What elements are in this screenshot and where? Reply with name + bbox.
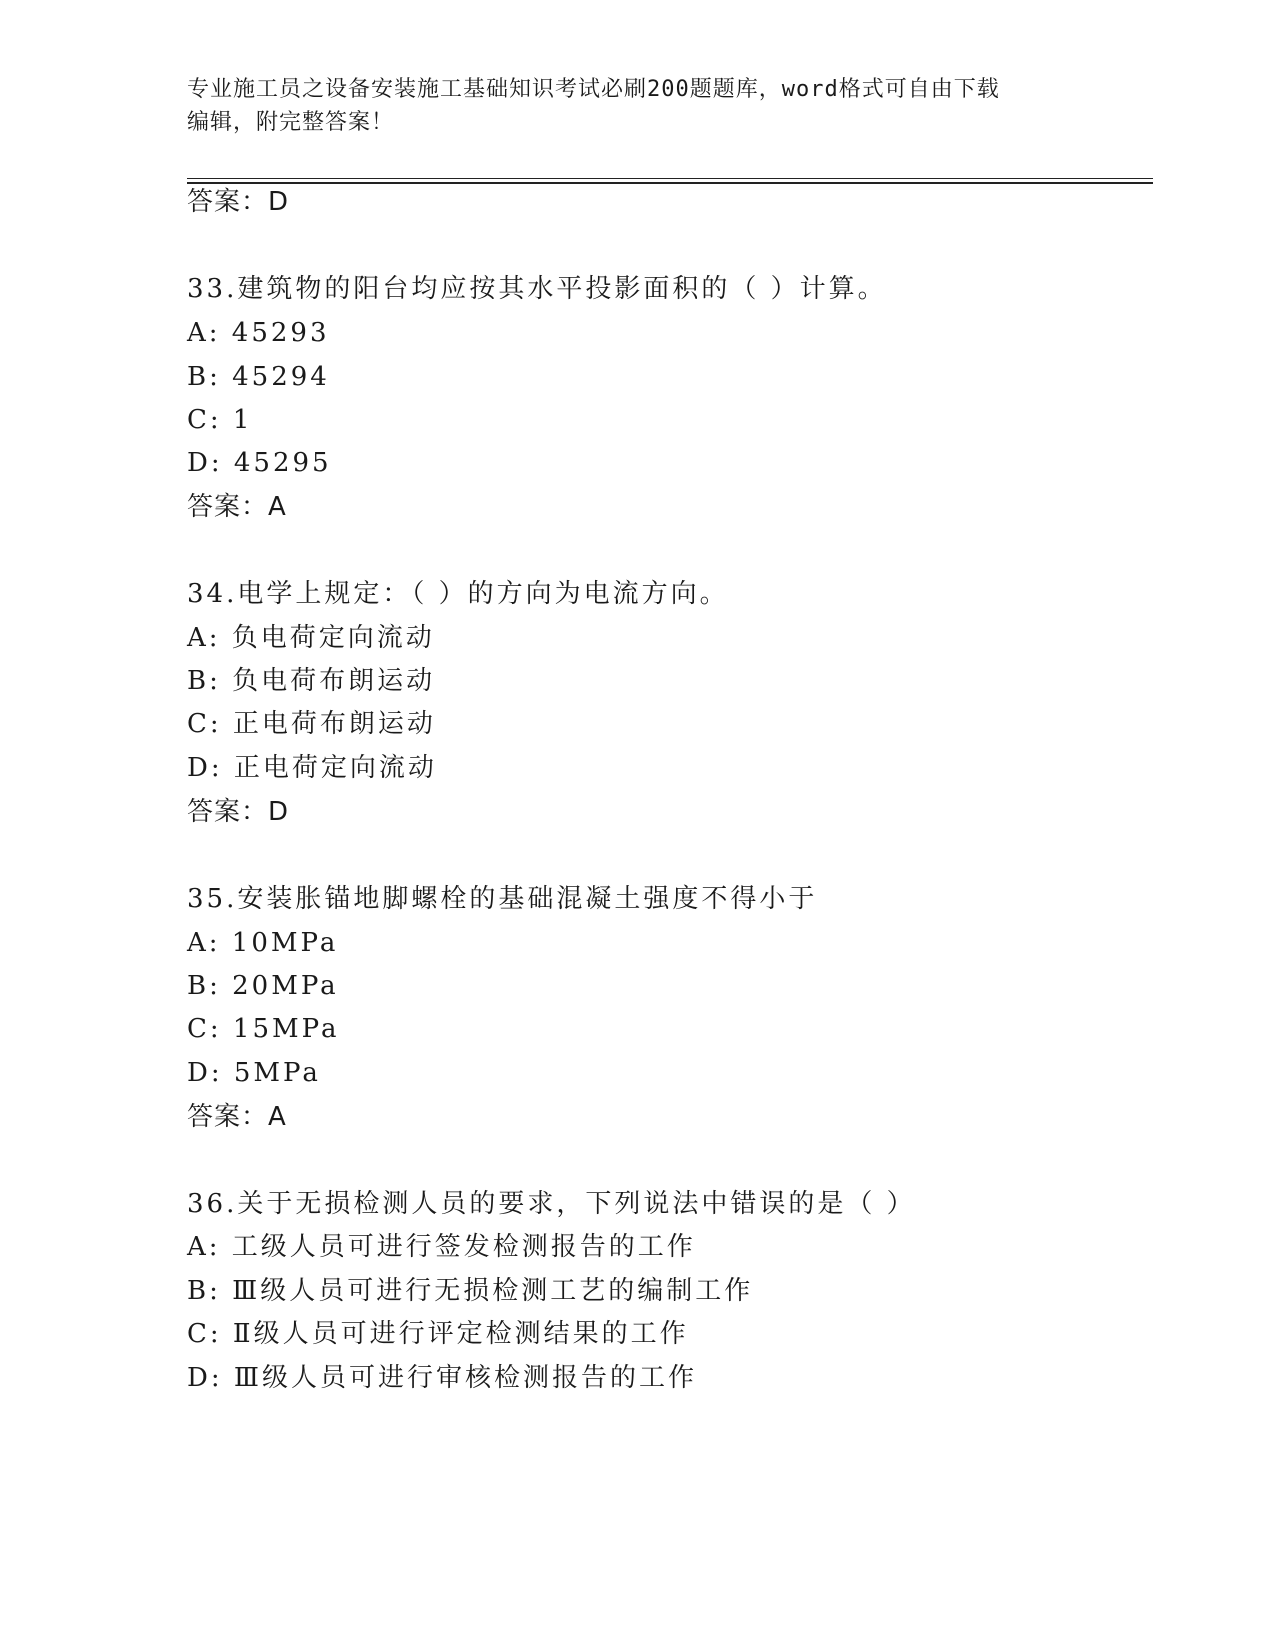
question-36-option-b: B: Ⅲ级人员可进行无损检测工艺的编制工作 xyxy=(187,1276,754,1306)
question-33-option-a: A: 45293 xyxy=(187,318,330,348)
question-33: 33.建筑物的阳台均应按其水平投影面积的（ ）计算。 xyxy=(187,274,887,304)
question-35-answer: 答案：A xyxy=(187,1102,287,1132)
question-34-option-c: C: 正电荷布朗运动 xyxy=(187,709,436,739)
question-33-option-b: B: 45294 xyxy=(187,362,330,392)
question-35-option-b: B: 20MPa xyxy=(187,971,339,1001)
question-36: 36.关于无损检测人员的要求，下列说法中错误的是（ ） xyxy=(187,1189,916,1219)
header-divider-thin xyxy=(187,178,1153,179)
question-35-option-d: D: 5MPa xyxy=(187,1058,321,1088)
question-34-option-a: A: 负电荷定向流动 xyxy=(187,623,435,653)
question-35-option-c: C: 15MPa xyxy=(187,1014,340,1044)
header-line-2: 编辑，附完整答案！ xyxy=(187,110,395,135)
question-36-option-d: D: Ⅲ级人员可进行审核检测报告的工作 xyxy=(187,1363,697,1393)
question-34-option-d: D: 正电荷定向流动 xyxy=(187,753,437,783)
previous-answer: 答案：D xyxy=(187,187,290,217)
document-header xyxy=(187,73,1087,139)
question-33-answer: 答案：A xyxy=(187,492,287,522)
question-34-option-b: B: 负电荷布朗运动 xyxy=(187,666,436,696)
question-34: 34.电学上规定：（ ）的方向为电流方向。 xyxy=(187,579,729,609)
question-33-option-d: D: 45295 xyxy=(187,448,332,478)
question-34-answer: 答案：D xyxy=(187,797,290,827)
question-36-option-c: C: Ⅱ级人员可进行评定检测结果的工作 xyxy=(187,1319,689,1349)
header-line-1: 专业施工员之设备安装施工基础知识考试必刷200题题库，word格式可自由下载 xyxy=(187,77,1000,102)
question-35-option-a: A: 10MPa xyxy=(187,928,339,958)
question-36-option-a: A: 工级人员可进行签发检测报告的工作 xyxy=(187,1232,696,1262)
header-divider-thick xyxy=(187,182,1153,184)
question-33-option-c: C: 1 xyxy=(187,405,253,435)
question-35: 35.安装胀锚地脚螺栓的基础混凝土强度不得小于 xyxy=(187,884,818,914)
